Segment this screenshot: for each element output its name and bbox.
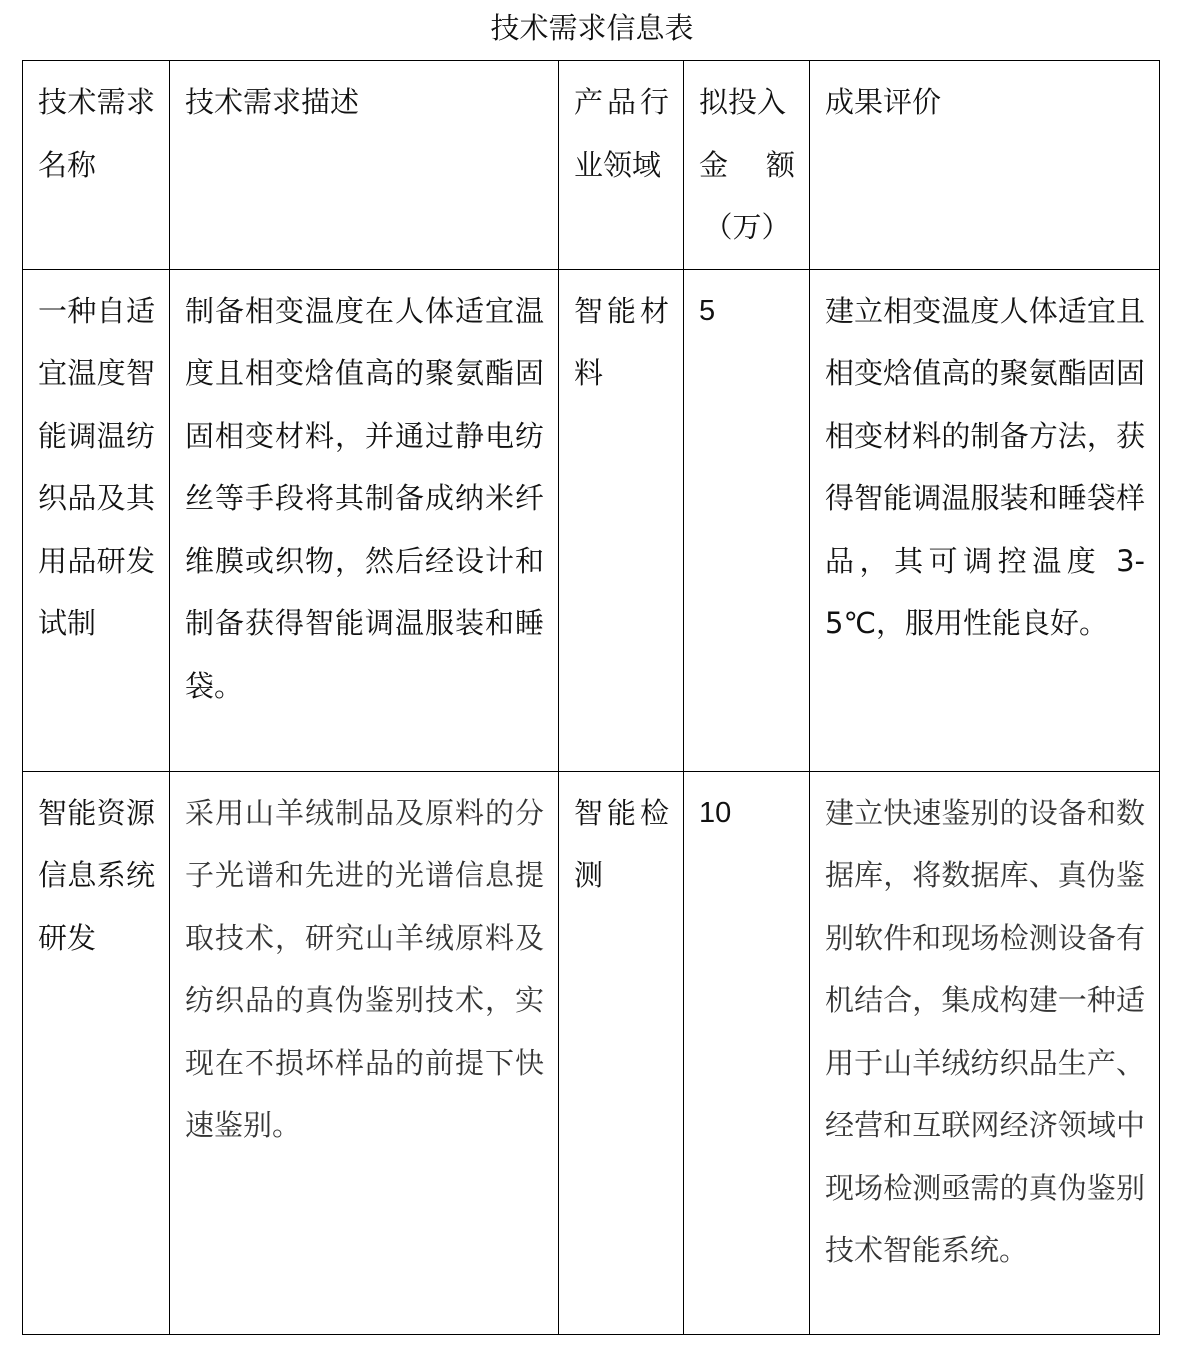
cell-industry: 智能检测: [559, 771, 684, 1334]
cell-description: 采用山羊绒制品及原料的分子光谱和先进的光谱信息提取技术，研究山羊绒原料及纺织品的真伪鉴别技术，实现在不损坏样品的前提下快速鉴别。: [170, 771, 559, 1334]
header-cell-name: [23, 61, 170, 270]
cell-evaluation: 建立相变温度人体适宜且相变焓值高的聚氨酯固固相变材料的制备方法，获得智能调温服装和睡袋样品，其可调控温度 3-5℃，服用性能良好。: [810, 269, 1160, 771]
table-row: [23, 771, 1160, 1334]
header-cell-evaluation: [810, 61, 1160, 270]
header-cell-description: [170, 61, 559, 270]
table-header-row: [23, 61, 1160, 270]
cell-investment: 5: [684, 269, 810, 771]
table-row: [23, 269, 1160, 771]
page-title: 技术需求信息表: [490, 11, 694, 45]
header-investment-line3: （万）: [703, 210, 791, 244]
tech-demand-table: [22, 60, 1160, 1335]
cell-name: 智能资源信息系统研发: [23, 771, 170, 1334]
header-investment-line2: 金 额: [699, 147, 795, 182]
cell-investment: 10: [684, 771, 810, 1334]
header-description-label: 技术需求描述: [185, 85, 360, 119]
header-cell-investment: [684, 61, 810, 270]
cell-name: 一种自适宜温度智能调温纺织品及其用品研发试制: [23, 269, 170, 771]
header-name-label: 技术需求名称: [38, 85, 155, 182]
header-cell-industry: [559, 61, 684, 270]
cell-evaluation: 建立快速鉴别的设备和数据库，将数据库、真伪鉴别软件和现场检测设备有机结合，集成构建一种适用于山羊绒纺织品生产、经营和互联网经济领域中现场检测亟需的真伪鉴别技术智能系统。: [810, 771, 1160, 1334]
cell-description: 制备相变温度在人体适宜温度且相变焓值高的聚氨酯固固相变材料，并通过静电纺丝等手段将其制备成纳米纤维膜或织物，然后经设计和制备获得智能调温服装和睡袋。: [170, 269, 559, 771]
cell-industry: 智能材料: [559, 269, 684, 771]
header-industry-label: 产品行业领域: [574, 85, 669, 182]
header-investment-line1: 拟投入: [699, 85, 787, 119]
header-evaluation-label: 成果评价: [825, 85, 942, 119]
